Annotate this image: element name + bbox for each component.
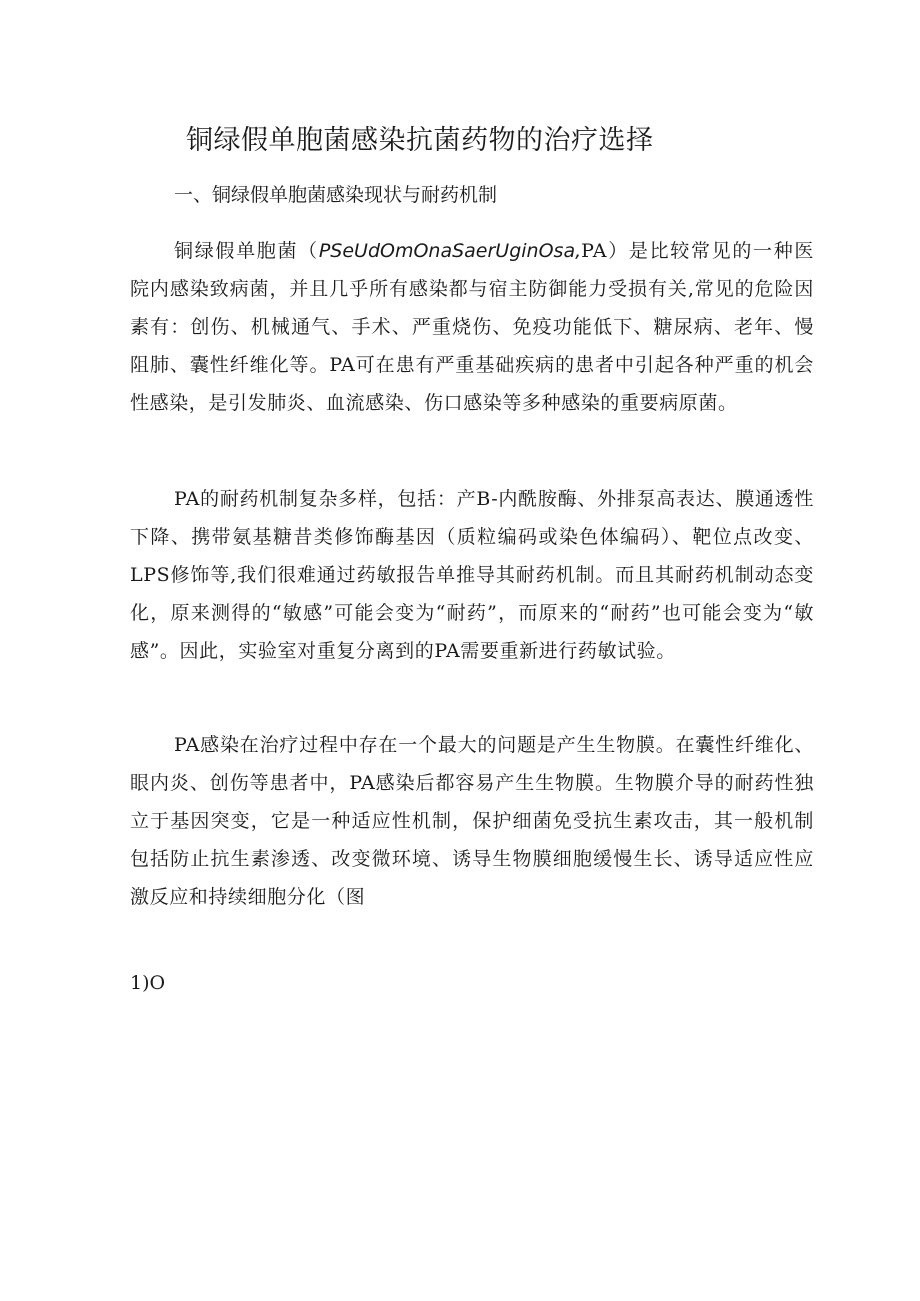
latin-species-name: PSeUdOmOnaSaerUginOsa, [318, 240, 582, 262]
section-heading: 一、铜绿假单胞菌感染现状与耐药机制 [174, 184, 498, 206]
paragraph-resistance-mechanism: PA的耐药机制复杂多样，包括：产B-内酰胺酶、外排泵高表达、膜通透性下降、携带氨基糖昔类修饰酶基因（质粒编码或染色体编码）、靶位点改变、LPS修饰等,我们很难通过药敏报告单推导其耐药机制。而且其耐药机制动态变化，原来测得的“敏感”可能会变为“耐药”，而原来的“耐药”也可能会变为“敏感”。因此，实验室对重复分离到的PA需要重新进行药敏试验。 [130, 488, 814, 662]
paragraph-biofilm-tail: 1)O [130, 972, 166, 994]
paragraph-biofilm: PA感染在治疗过程中存在一个最大的问题是产生生物膜。在囊性纤维化、眼内炎、创伤等患者中，PA感染后都容易产生生物膜。生物膜介导的耐药性独立于基因突变，它是一种适应性机制，保护细菌免受抗生素攻击，其一般机制包括防止抗生素渗透、改变微环境、诱导生物膜细胞缓慢生长、诱导适应性应激反应和持续细胞分化（图 [130, 734, 814, 908]
document-title: 铜绿假单胞菌感染抗菌药物的治疗选择 [186, 125, 654, 156]
paragraph-intro-body: PA）是比较常见的一种医院内感染致病菌，并且几乎所有感染都与宿主防御能力受损有关,常见的危险因素有：创伤、机械通气、手术、严重烧伤、免疫功能低下、糖尿病、老年、慢阻肺、囊性纤维化等。PA可在患有严重基础疾病的患者中引起各种严重的机会性感染，是引发肺炎、血流感染、伤口感染等多种感染的重要病原菌。 [130, 240, 814, 414]
paragraph-intro [130, 232, 814, 422]
paragraph-intro-lead: 铜绿假单胞菌（ [174, 240, 319, 262]
